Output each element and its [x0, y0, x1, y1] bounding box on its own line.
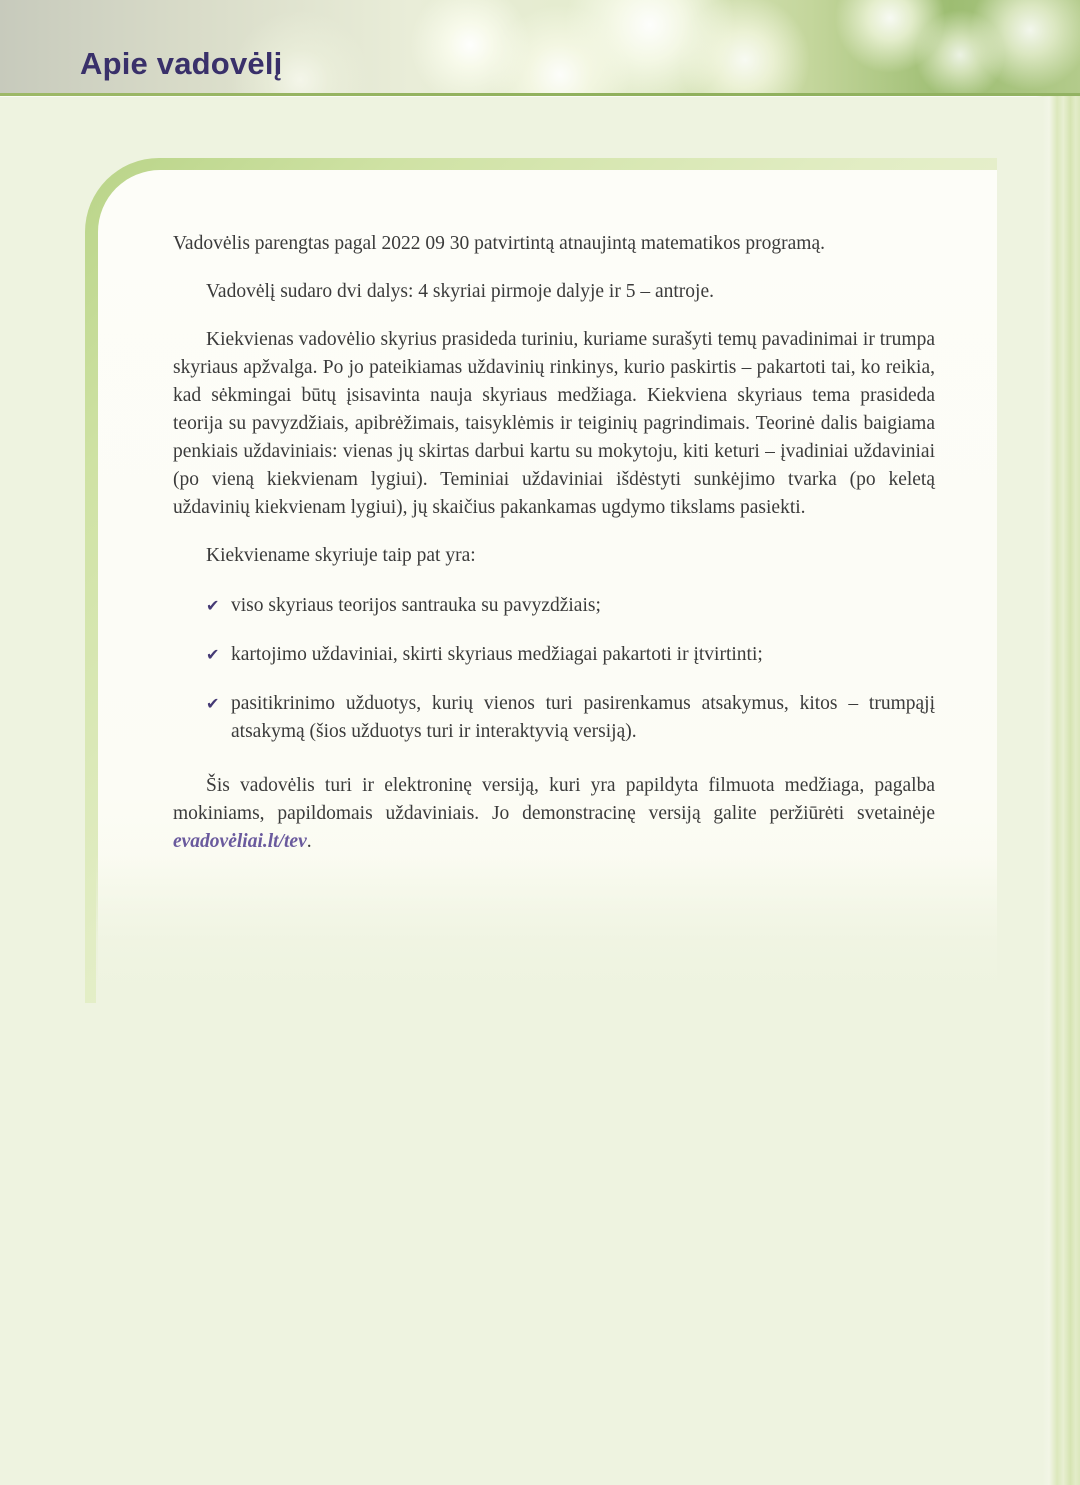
text-block: [173, 230, 935, 856]
paragraph-parts: Vadovėlį sudaro dvi dalys: 4 skyriai pirmoje dalyje ir 5 – antroje.: [206, 281, 714, 302]
card-bottom-fade: [96, 855, 999, 1005]
page-title: Apie vadovėlį: [80, 46, 283, 81]
paragraph-list-lead: Kiekviename skyriuje taip pat yra:: [206, 545, 476, 566]
content-card: [85, 158, 997, 1003]
paragraph-intro: Vadovėlis parengtas pagal 2022 09 30 patvirtintą atnaujintą matematikos programą.: [173, 233, 825, 254]
paragraph-electronic-version: [173, 772, 935, 856]
checkmark-icon: ✔: [206, 596, 220, 615]
list-item: [173, 641, 935, 669]
paragraph-structure: Kiekvienas vadovėlio skyrius prasideda turiniu, kuriame surašyti temų pavadinimai ir trumpa skyriaus apžvalga. Po jo pateikiamas uždavinių rinkinys, kurio paskirtis – pakartoti tai, ko reikia, kad sėkmingai būtų įsisavinta nauja skyriaus medžiaga. Kiekviena skyriaus tema prasideda teorija su pavyzdžiais, apibrėžimais, taisyklėmis ir teiginių pagrindimais. Teorinė dalis baigiama penkiais uždaviniais: vienas jų skirtas darbui kartu su mokytoju, kiti keturi – įvadiniai uždaviniai (po vieną kiekvienam lygiui). Teminiai uždaviniai išdėstyti sunkėjimo tvarka (po keletą uždavinių kiekvienam lygiui), jų skaičius pakankamas ugdymo tikslams pasiekti.: [173, 329, 935, 518]
list-item-text: viso skyriaus teorijos santrauka su pavyzdžiais;: [231, 595, 601, 616]
list-item: [173, 690, 935, 746]
website-link[interactable]: evadovėliai.lt/tev: [173, 831, 307, 852]
list-item-text: pasitikrinimo užduotys, kurių vienos turi pasirenkamus atsakymus, kitos – trumpąjį atsakymą (šios užduotys turi ir interaktyvią versiją).: [231, 693, 935, 742]
list-item-text: kartojimo uždaviniai, skirti skyriaus medžiagai pakartoti ir įtvirtinti;: [231, 644, 763, 665]
checkmark-icon: ✔: [206, 645, 220, 664]
content-card-inner: [98, 170, 997, 1003]
closing-text-before-link: Šis vadovėlis turi ir elektroninę versiją, kuri yra papildyta filmuota medžiaga, pagalba mokiniams, papildomais uždaviniais. Jo demonstracinę versiją galite peržiūrėti svetainėje: [173, 775, 935, 824]
page-edge-decoration: [1036, 96, 1080, 1485]
page-header: [0, 0, 1080, 93]
list-item: [173, 592, 935, 620]
checkmark-icon: ✔: [206, 694, 220, 713]
closing-text-after-link: .: [306, 831, 312, 852]
header-divider-rule: [0, 93, 1080, 96]
